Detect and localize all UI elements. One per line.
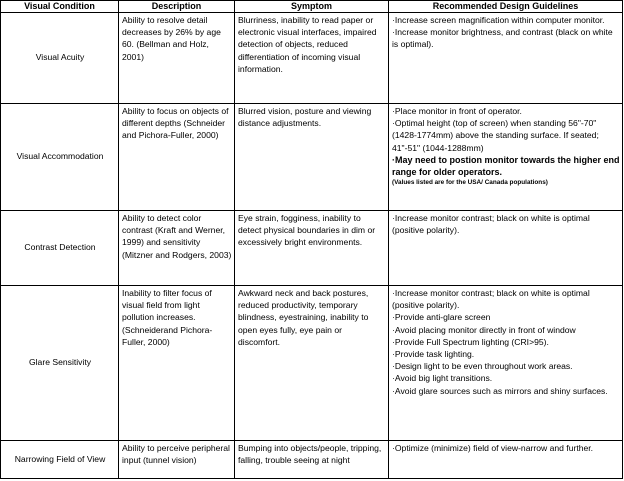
table-row <box>1 104 623 211</box>
symptom-cell: Eye strain, fogginess, inability to detect physical boundaries in dim or excessively bright environments. <box>235 211 389 286</box>
guideline-item: ·Increase monitor contrast; black on white is optimal (positive polarity). <box>392 213 590 236</box>
header-visual-condition: Visual Condition <box>1 1 119 13</box>
guidelines-cell <box>389 13 623 104</box>
description-cell: Ability to resolve detail decreases by 26% by age 60. (Bellman and Holz, 2001) <box>119 13 235 104</box>
header-description: Description <box>119 1 235 13</box>
guideline-item: ·Optimize (minimize) field of view-narrow and further. <box>392 443 594 453</box>
symptom-cell: Bumping into objects/people, tripping, falling, trouble seeing at night <box>235 441 389 479</box>
table-row <box>1 13 623 104</box>
header-symptom: Symptom <box>235 1 389 13</box>
description-cell: Ability to perceive peripheral input (tunnel vision) <box>119 441 235 479</box>
guideline-item: ·Avoid placing monitor directly in front of window <box>392 324 576 335</box>
description-cell: Inability to filter focus of visual field from light pollution increases. (Schneiderand Pichora-Fuller, 2000) <box>119 286 235 441</box>
guideline-item: ·Avoid big light transitions. <box>392 373 493 384</box>
guidelines-cell <box>389 441 623 479</box>
guideline-item: ·Provide anti-glare screen <box>392 312 491 323</box>
guideline-footnote: (Values listed are for the USA/ Canada populations) <box>392 179 548 187</box>
guideline-item: ·Optimal height (top of screen) when standing 56"-70"(1428-1774mm) above the standing surface. If seated; 41"-51" (1044-1288mm) <box>392 118 599 153</box>
guideline-item: ·Increase monitor brightness, and contrast (black on white is optimal). <box>392 27 613 50</box>
table-row <box>1 286 623 441</box>
guideline-item: ·Design light to be even throughout work areas. <box>392 361 573 372</box>
guidelines-cell <box>389 104 623 211</box>
condition-cell: Visual Acuity <box>1 13 119 104</box>
guidelines-cell <box>389 211 623 286</box>
guideline-item: ·Avoid glare sources such as mirrors and shiny surfaces. <box>392 385 608 396</box>
condition-cell: Glare Sensitivity <box>1 286 119 441</box>
header-row <box>1 1 623 13</box>
symptom-cell: Awkward neck and back postures, reduced productivity, temporary blindness, eyestraining, inability to open eyes fully, eye pain or discomfort. <box>235 286 389 441</box>
table-row <box>1 441 623 479</box>
condition-cell: Visual Accommodation <box>1 104 119 211</box>
condition-cell: Narrowing Field of View <box>1 441 119 479</box>
guideline-item: ·Provide Full Spectrum lighting (CRI>95). <box>392 336 549 347</box>
guidelines-cell <box>389 286 623 441</box>
description-cell: Ability to detect color contrast (Kraft and Werner, 1999) and sensitivity (Mitzner and Rodgers, 2003) <box>119 211 235 286</box>
condition-cell: Contrast Detection <box>1 211 119 286</box>
symptom-cell: Blurriness, inability to read paper or electronic visual interfaces, impaired detection of objects, reduced differentiation of incoming visual information. <box>235 13 389 104</box>
guideline-item: ·Provide task lighting. <box>392 349 475 360</box>
table-row <box>1 211 623 286</box>
guideline-item: ·Increase screen magnification within computer monitor. <box>392 15 605 25</box>
guideline-note: ·May need to postion monitor towards the higher end range for older operators. <box>392 154 620 178</box>
description-cell: Ability to focus on objects of different depths (Schneider and Pichora-Fuller, 2000) <box>119 104 235 211</box>
guideline-item: ·Increase monitor contrast; black on white is optimal (positive polarity). <box>392 288 590 311</box>
symptom-cell: Blurred vision, posture and viewing distance adjustments. <box>235 104 389 211</box>
guideline-item: ·Place monitor in front of operator. <box>392 106 522 116</box>
header-recommended-guidelines: Recommended Design Guidelines <box>389 1 623 13</box>
